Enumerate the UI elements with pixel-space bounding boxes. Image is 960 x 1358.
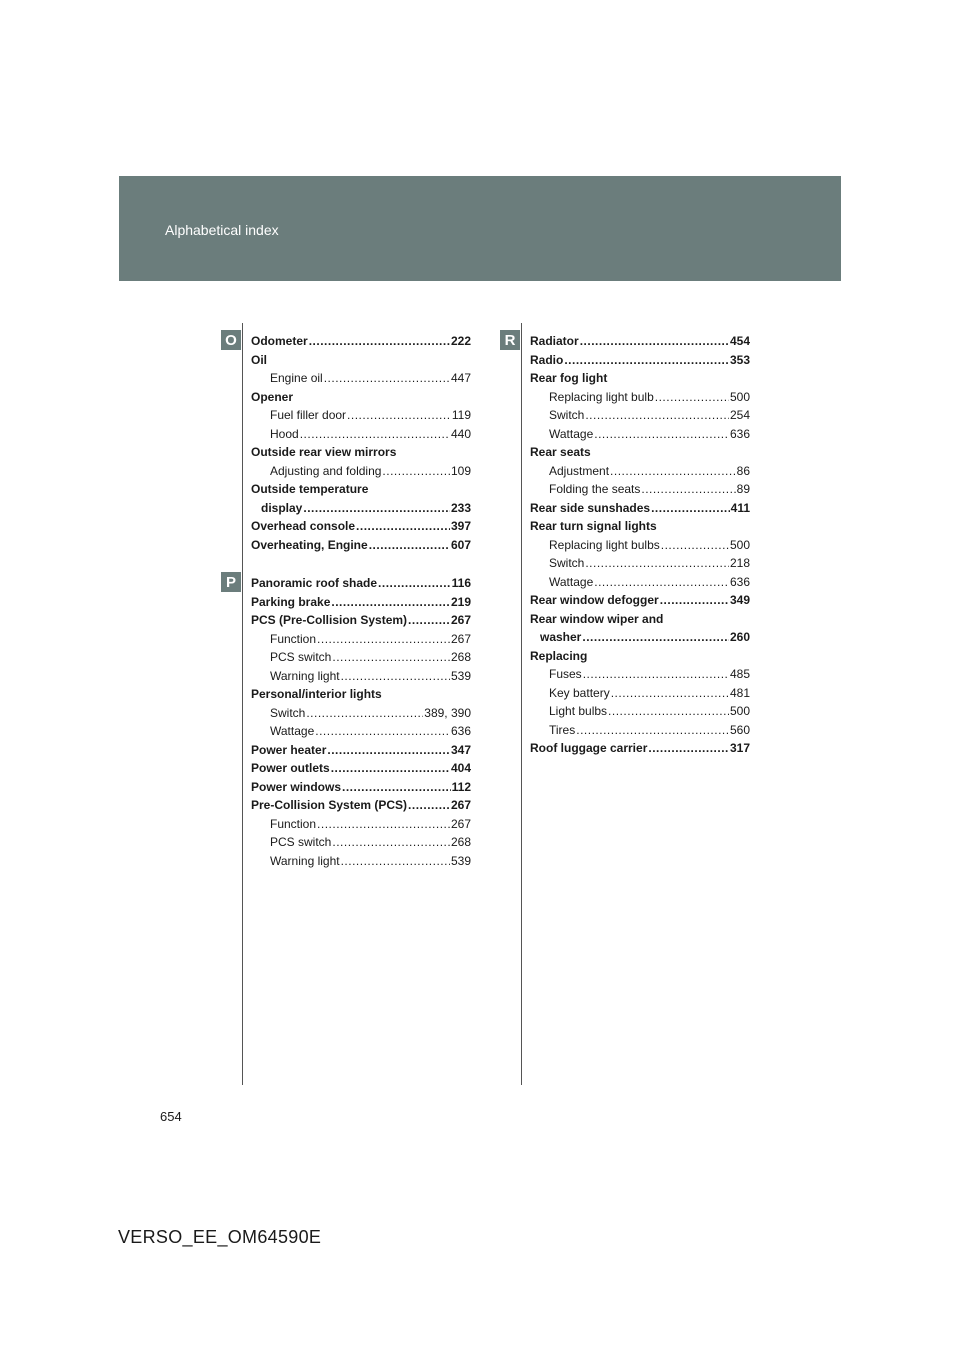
entry-page-number: 267 [450, 631, 471, 646]
entry-label: Switch [549, 408, 585, 422]
leader-dots [332, 833, 450, 852]
index-subentry [530, 554, 750, 573]
index-entry [530, 369, 750, 388]
header-band [119, 176, 841, 281]
entry-label: Replacing light bulb [549, 389, 654, 404]
entry-page-number: 411 [730, 500, 750, 515]
index-subentry [251, 462, 471, 481]
entry-page-number: 539 [450, 668, 471, 683]
leader-dots [582, 628, 729, 647]
leader-dots [332, 648, 450, 667]
leader-dots [580, 332, 729, 351]
leader-dots [564, 351, 729, 370]
index-subentry [530, 462, 750, 481]
index-entry [251, 480, 471, 499]
entry-page-number: 112 [451, 779, 471, 794]
entry-page-number: 254 [729, 408, 750, 422]
index-column-left [251, 332, 471, 870]
leader-dots [300, 425, 450, 444]
index-entry [251, 443, 471, 462]
leader-dots [651, 499, 730, 518]
entry-label: Panoramic roof shade [251, 576, 378, 590]
index-subentry [251, 630, 471, 649]
leader-dots [317, 630, 450, 649]
index-subentry [251, 852, 471, 871]
page-title: Alphabetical index [165, 222, 279, 238]
leader-dots [347, 406, 451, 425]
leader-dots [382, 462, 450, 481]
entry-page-number: 607 [450, 537, 471, 552]
index-entry [530, 443, 750, 462]
entry-page-number: 404 [450, 761, 471, 775]
entry-page-number: 347 [450, 742, 471, 757]
entry-page-number: 389, 390 [424, 705, 471, 720]
index-entry [251, 611, 471, 630]
leader-dots [331, 759, 450, 778]
index-entry [251, 332, 471, 351]
leader-dots [594, 425, 729, 444]
index-entry [251, 593, 471, 612]
index-entry [251, 796, 471, 815]
entry-page-number: 86 [736, 463, 750, 478]
entry-page-number: 268 [450, 835, 471, 849]
leader-dots [648, 739, 729, 758]
index-entry [251, 388, 471, 407]
entry-label: Radio [530, 352, 564, 367]
leader-dots [661, 536, 729, 555]
entry-page-number: 539 [450, 853, 471, 868]
index-subentry [530, 665, 750, 684]
leader-dots [655, 388, 729, 407]
entry-label: Warning light [270, 668, 340, 683]
entry-page-number: 353 [729, 352, 750, 367]
entry-page-number: 116 [451, 576, 471, 590]
entry-page-number: 267 [450, 613, 471, 627]
entry-page-number: 349 [729, 593, 750, 607]
entry-label: Replacing [530, 648, 588, 663]
document-code: VERSO_EE_OM64590E [118, 1227, 322, 1247]
leader-dots [356, 517, 450, 536]
entry-label: Switch [549, 556, 585, 570]
entry-label: Folding the seats [549, 482, 641, 496]
index-subentry [530, 684, 750, 703]
index-subentry [530, 406, 750, 425]
entry-page-number: 500 [729, 389, 750, 404]
entry-page-number: 636 [450, 724, 471, 738]
entry-page-number: 447 [450, 371, 471, 385]
entry-label: Fuel filler door [270, 408, 347, 422]
entry-label: Adjusting and folding [270, 463, 382, 478]
index-entry [530, 610, 750, 629]
entry-label: Outside rear view mirrors [251, 445, 397, 459]
index-entry [530, 499, 750, 518]
entry-page-number: 560 [729, 722, 750, 737]
entry-page-number: 222 [450, 334, 471, 348]
entry-label: Wattage [270, 724, 315, 738]
entry-page-number: 397 [450, 519, 471, 533]
entry-label: Outside temperature [251, 482, 369, 496]
index-subentry [251, 648, 471, 667]
leader-dots [303, 499, 450, 518]
index-entry [251, 741, 471, 760]
leader-dots [369, 536, 450, 555]
entry-page-number: 267 [450, 816, 471, 831]
index-entry [530, 628, 750, 647]
index-subentry [251, 406, 471, 425]
entry-label: Power heater [251, 742, 327, 757]
leader-dots [315, 722, 450, 741]
column-divider-left [242, 323, 243, 1085]
leader-dots [324, 369, 450, 388]
entry-label: Rear seats [530, 445, 591, 459]
entry-label: Rear fog light [530, 371, 608, 385]
entry-page-number: 119 [451, 408, 471, 422]
leader-dots [585, 554, 729, 573]
leader-dots [342, 778, 451, 797]
entry-label: Overheating, Engine [251, 537, 368, 552]
entry-label: Rear side sunshades [530, 500, 651, 515]
index-entry [530, 332, 750, 351]
entry-page-number: 440 [450, 426, 471, 441]
leader-dots [341, 852, 450, 871]
entry-page-number: 500 [729, 537, 750, 552]
entry-page-number: 267 [450, 798, 471, 812]
entry-label: Personal/interior lights [251, 687, 382, 701]
index-subentry [251, 833, 471, 852]
entry-label: Wattage [549, 574, 594, 589]
index-entry [530, 647, 750, 666]
column-divider-middle [521, 323, 522, 1085]
entry-page-number: 260 [729, 630, 750, 644]
leader-dots [583, 665, 729, 684]
index-subentry [251, 369, 471, 388]
index-subentry [530, 573, 750, 592]
index-entry [251, 759, 471, 778]
index-subentry [530, 721, 750, 740]
entry-page-number: 485 [729, 667, 750, 681]
leader-dots [408, 611, 450, 630]
leader-dots [317, 815, 450, 834]
leader-dots [641, 480, 735, 499]
index-subentry [251, 815, 471, 834]
entry-page-number: 233 [450, 500, 471, 515]
index-entry [530, 351, 750, 370]
entry-label: Fuses [549, 667, 582, 681]
index-subentry [530, 702, 750, 721]
index-subentry [530, 480, 750, 499]
entry-label: Function [270, 631, 317, 646]
index-entry [251, 517, 471, 536]
index-subentry [530, 425, 750, 444]
entry-label: washer [540, 630, 582, 644]
entry-label: Roof luggage carrier [530, 741, 648, 755]
entry-label: Key battery [549, 685, 610, 700]
index-subentry [251, 722, 471, 741]
entry-page-number: 454 [729, 334, 750, 348]
entry-label: Opener [251, 389, 294, 404]
entry-label: PCS switch [270, 650, 332, 664]
section-o-entries [251, 332, 471, 554]
index-entry [251, 499, 471, 518]
index-entry [251, 685, 471, 704]
entry-label: Wattage [549, 426, 594, 441]
index-subentry [530, 536, 750, 555]
entry-label: Power windows [251, 779, 342, 794]
entry-label: Rear turn signal lights [530, 519, 657, 533]
entry-label: Rear window defogger [530, 593, 659, 607]
entry-label: Switch [270, 705, 306, 720]
index-entry [530, 517, 750, 536]
entry-page-number: 636 [729, 574, 750, 589]
leader-dots [585, 406, 729, 425]
entry-label: Power outlets [251, 761, 330, 775]
entry-page-number: 109 [450, 463, 471, 478]
entry-label: Rear window wiper and [530, 611, 664, 626]
entry-label: Pre-Collision System (PCS) [251, 798, 408, 812]
leader-dots [341, 667, 450, 686]
index-subentry [251, 704, 471, 723]
leader-dots [378, 574, 451, 593]
leader-dots [306, 704, 423, 723]
entry-page-number: 317 [729, 741, 750, 755]
entry-label: Replacing light bulbs [549, 537, 660, 552]
leader-dots [327, 741, 450, 760]
section-tab-p: P [221, 572, 241, 592]
index-entry [251, 536, 471, 555]
index-entry [530, 591, 750, 610]
entry-page-number: 218 [729, 556, 750, 570]
index-subentry [251, 425, 471, 444]
leader-dots [608, 702, 729, 721]
section-tab-o: O [221, 330, 241, 350]
entry-page-number: 500 [729, 704, 750, 718]
index-subentry [251, 667, 471, 686]
entry-label: display [261, 500, 303, 515]
leader-dots [331, 593, 450, 612]
entry-label: Odometer [251, 334, 308, 348]
leader-dots [610, 462, 736, 481]
entry-label: Tires [549, 722, 576, 737]
section-tab-r: R [500, 330, 520, 350]
index-subentry [530, 388, 750, 407]
leader-dots [611, 684, 729, 703]
entry-label: Hood [270, 426, 299, 441]
entry-page-number: 89 [736, 482, 750, 496]
entry-page-number: 268 [450, 650, 471, 664]
entry-label: PCS (Pre-Collision System) [251, 613, 408, 627]
index-entry [530, 739, 750, 758]
entry-label: Oil [251, 352, 268, 367]
entry-label: Radiator [530, 334, 579, 348]
entry-page-number: 481 [729, 685, 750, 700]
leader-dots [660, 591, 729, 610]
leader-dots [576, 721, 729, 740]
entry-label: PCS switch [270, 835, 332, 849]
index-column-right [530, 332, 750, 758]
leader-dots [594, 573, 729, 592]
index-entry [251, 351, 471, 370]
entry-label: Light bulbs [549, 704, 608, 718]
entry-label: Function [270, 816, 317, 831]
entry-label: Overhead console [251, 519, 356, 533]
page-number: 654 [160, 1109, 182, 1124]
entry-label: Adjustment [549, 463, 610, 478]
entry-page-number: 219 [450, 594, 471, 609]
leader-dots [309, 332, 450, 351]
entry-page-number: 636 [729, 426, 750, 441]
section-r-entries [530, 332, 750, 758]
index-entry [251, 778, 471, 797]
leader-dots [408, 796, 450, 815]
entry-label: Warning light [270, 853, 340, 868]
entry-label: Parking brake [251, 594, 331, 609]
section-p-entries [251, 574, 471, 870]
index-entry [251, 574, 471, 593]
entry-label: Engine oil [270, 371, 323, 385]
